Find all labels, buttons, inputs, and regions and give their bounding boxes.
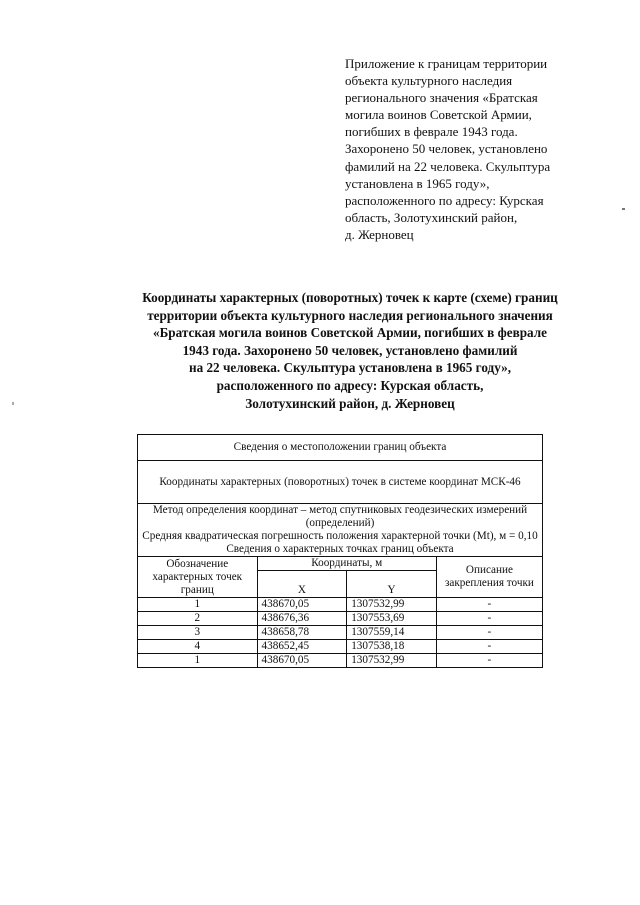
- cell-point: 2: [138, 612, 258, 626]
- cell-description: -: [436, 626, 542, 640]
- annex-line: объекта культурного наследия: [345, 73, 513, 89]
- section-method: [138, 504, 543, 557]
- header-x: X: [257, 571, 347, 598]
- annex-line: фамилий на 22 человека. Скульптура: [345, 158, 551, 174]
- header-row: [138, 557, 543, 571]
- scan-speck: [622, 208, 625, 210]
- table-row: [138, 612, 543, 626]
- annex-line: область, Золотухинский район,: [345, 209, 518, 225]
- cell-y: 1307532,99: [347, 598, 437, 612]
- header-y: Y: [347, 571, 437, 598]
- table-row: [138, 598, 543, 612]
- title-line: территории объекта культурного наследия регионального значения: [147, 307, 553, 323]
- annex-line: д. Жерновец: [345, 226, 414, 242]
- cell-description: -: [436, 612, 542, 626]
- table-row: [138, 626, 543, 640]
- cell-x: 438670,05: [257, 598, 347, 612]
- cell-y: 1307532,99: [347, 654, 437, 668]
- scan-speck: [12, 402, 14, 405]
- header-coordinates: Координаты, м: [257, 557, 436, 571]
- points-info-text: Сведения о характерных точках границ объекта: [226, 543, 454, 555]
- title-line: «Братская могила воинов Советской Армии, погибших в феврале: [152, 325, 547, 341]
- cell-point: 3: [138, 626, 258, 640]
- cell-y: 1307559,14: [347, 626, 437, 640]
- annex-line: могила воинов Советской Армии,: [345, 107, 532, 123]
- cell-description: -: [436, 654, 542, 668]
- annex-line: регионального значения «Братская: [345, 90, 538, 106]
- annex-line: погибших в феврале 1943 года.: [345, 124, 518, 140]
- section-row-location: [138, 435, 543, 461]
- cell-description: -: [436, 598, 542, 612]
- title-line: Координаты характерных (поворотных) точек к карте (схеме) границ: [142, 290, 558, 305]
- section-row-system: [138, 461, 543, 504]
- annex-note: [345, 55, 585, 243]
- method-text: Метод определения координат – метод спутниковых геодезических измерений (определений): [152, 504, 528, 529]
- cell-point: 1: [138, 598, 258, 612]
- cell-point: 1: [138, 654, 258, 668]
- title-line: Золотухинский район, д. Жерновец: [245, 395, 455, 411]
- cell-y: 1307538,18: [347, 640, 437, 654]
- title-line: расположенного по адресу: Курская область,: [216, 377, 484, 393]
- cell-y: 1307553,69: [347, 612, 437, 626]
- annex-line: Захоронено 50 человек, установлено: [345, 141, 548, 157]
- accuracy-text: Средняя квадратическая погрешность положения характерной точки (Mt), м = 0,10: [142, 530, 538, 542]
- cell-point: 4: [138, 640, 258, 654]
- cell-x: 438658,78: [257, 626, 347, 640]
- cell-x: 438676,36: [257, 612, 347, 626]
- section-coordinate-system: Координаты характерных (поворотных) точек в системе координат МСК-46: [138, 461, 543, 504]
- cell-description: -: [436, 640, 542, 654]
- cell-x: 438652,45: [257, 640, 347, 654]
- document-title: [90, 289, 610, 412]
- table-row: [138, 654, 543, 668]
- coordinates-table: [137, 434, 543, 668]
- section-location: Сведения о местоположении границ объекта: [138, 435, 543, 461]
- header-description: Описание закрепления точки: [436, 557, 542, 598]
- annex-line: расположенного по адресу: Курская: [345, 192, 544, 208]
- table-row: [138, 640, 543, 654]
- annex-line: Приложение к границам территории: [345, 56, 548, 71]
- title-line: 1943 года. Захоронено 50 человек, установлено фамилий: [182, 342, 518, 358]
- annex-line: установлена в 1965 году»,: [345, 175, 490, 191]
- section-row-method: [138, 504, 543, 557]
- cell-x: 438670,05: [257, 654, 347, 668]
- title-line: на 22 человека. Скульптура установлена в 1965 году»,: [188, 360, 512, 376]
- header-designation: Обозначение характерных точек границ: [138, 557, 258, 598]
